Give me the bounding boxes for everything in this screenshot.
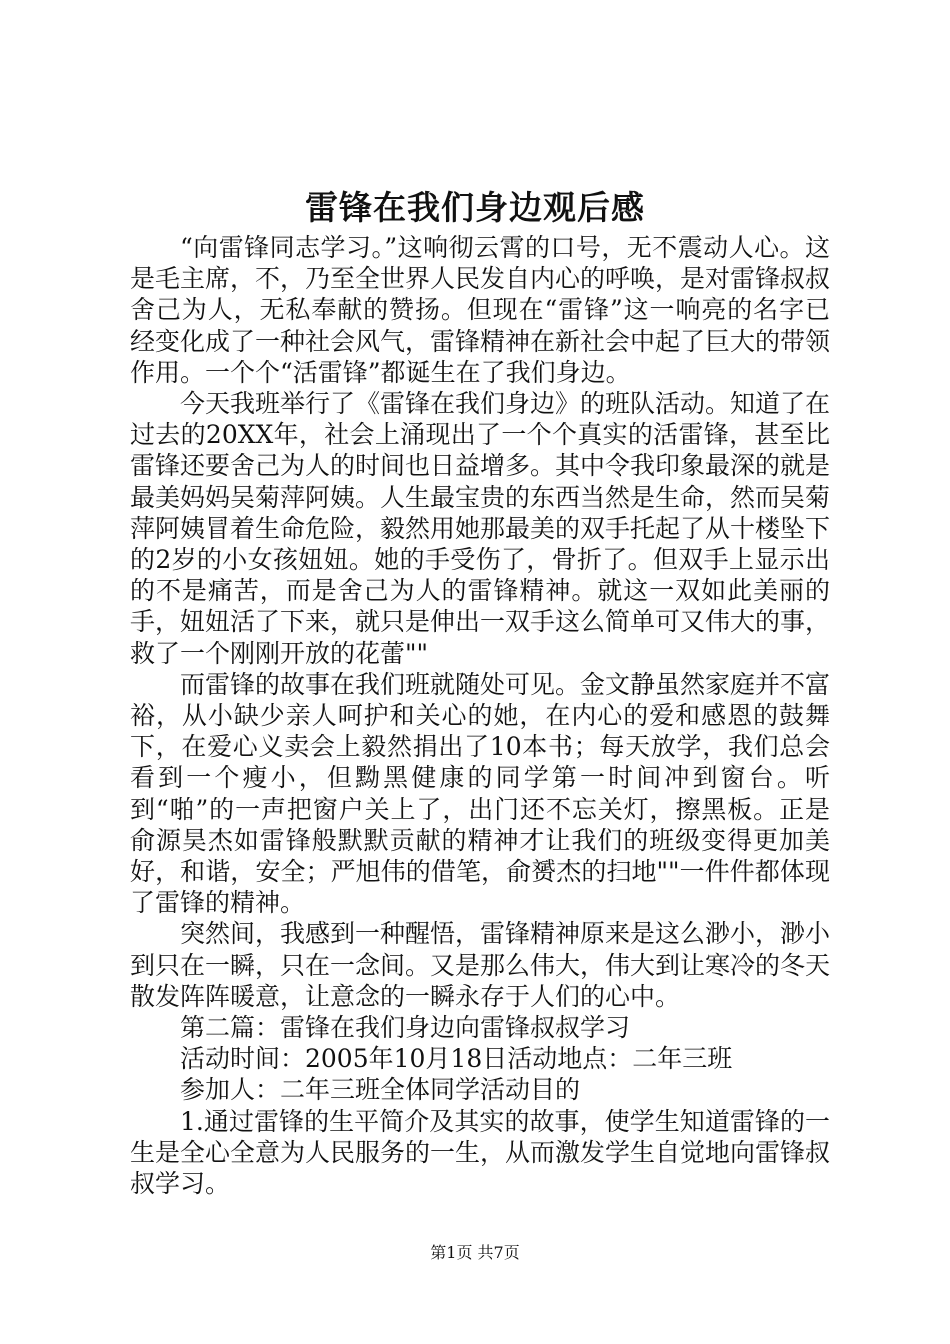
paragraph-3: 而雷锋的故事在我们班就随处可见。金文静虽然家庭并不富裕，从小缺少亲人呵护和关心的她，在内心的爱和感恩的鼓舞下，在爱心义卖会上毅然捐出了10本书；每天放学，我们总会看到一个瘦小，但黝黑健康的同学第一时间冲到窗台。听到“啪”的一声把窗户关上了，出门还不忘关灯，擦黑板。正是俞源昊杰如雷锋般默默贡献的精神才让我们的班级变得更加美好，和谐，安全；严旭伟的借笔，俞赟杰的扫地""一件件都体现了雷锋的精神。 xyxy=(130,669,831,918)
document-body xyxy=(130,232,830,1199)
paragraph-4: 突然间，我感到一种醒悟，雷锋精神原来是这么渺小，渺小到只在一瞬，只在一念间。又是那么伟大，伟大到让寒冷的冬天散发阵阵暖意，让意念的一瞬永存于人们的心中。 xyxy=(130,919,831,1011)
paragraph-2: 今天我班举行了《雷锋在我们身边》的班队活动。知道了在过去的20XX年，社会上涌现出了一个个真实的活雷锋，甚至比雷锋还要舍己为人的时间也日益增多。其中令我印象最深的就是最美妈妈吴菊萍阿姨。人生最宝贵的东西当然是生命，然而吴菊萍阿姨冒着生命危险，毅然用她那最美的双手托起了从十楼坠下的2岁的小女孩妞妞。她的手受伤了，骨折了。但双手上显示出的不是痛苦，而是舍己为人的雷锋精神。就这一双如此美丽的手，妞妞活了下来，就只是伸出一双手这么简单可又伟大的事，救了一个刚刚开放的花蕾"" xyxy=(130,389,831,668)
objective-item-1: 1.通过雷锋的生平简介及其实的故事，使学生知道雷锋的一生是全心全意为人民服务的一生，从而激发学生自觉地向雷锋叔叔学习。 xyxy=(130,1106,831,1199)
page-number: 第1页 共7页 xyxy=(430,1243,520,1262)
paragraph-1: “向雷锋同志学习。”这响彻云霄的口号，无不震动人心。这是毛主席，不，乃至全世界人民发自内心的呼唤，是对雷锋叔叔舍己为人，无私奉献的赞扬。但现在“雷锋”这一响亮的名字已经变化成了一种社会风气，雷锋精神在新社会中起了巨大的带领作用。一个个“活雷锋”都诞生在了我们身边。 xyxy=(130,233,831,387)
document-title: 雷锋在我们身边观后感 xyxy=(305,188,645,227)
section-heading: 第二篇：雷锋在我们身边向雷锋叔叔学习 xyxy=(180,1013,631,1043)
participants: 参加人：二年三班全体同学活动目的 xyxy=(180,1075,581,1105)
activity-time: 活动时间：2005年10月18日活动地点：二年三班 xyxy=(180,1044,733,1074)
